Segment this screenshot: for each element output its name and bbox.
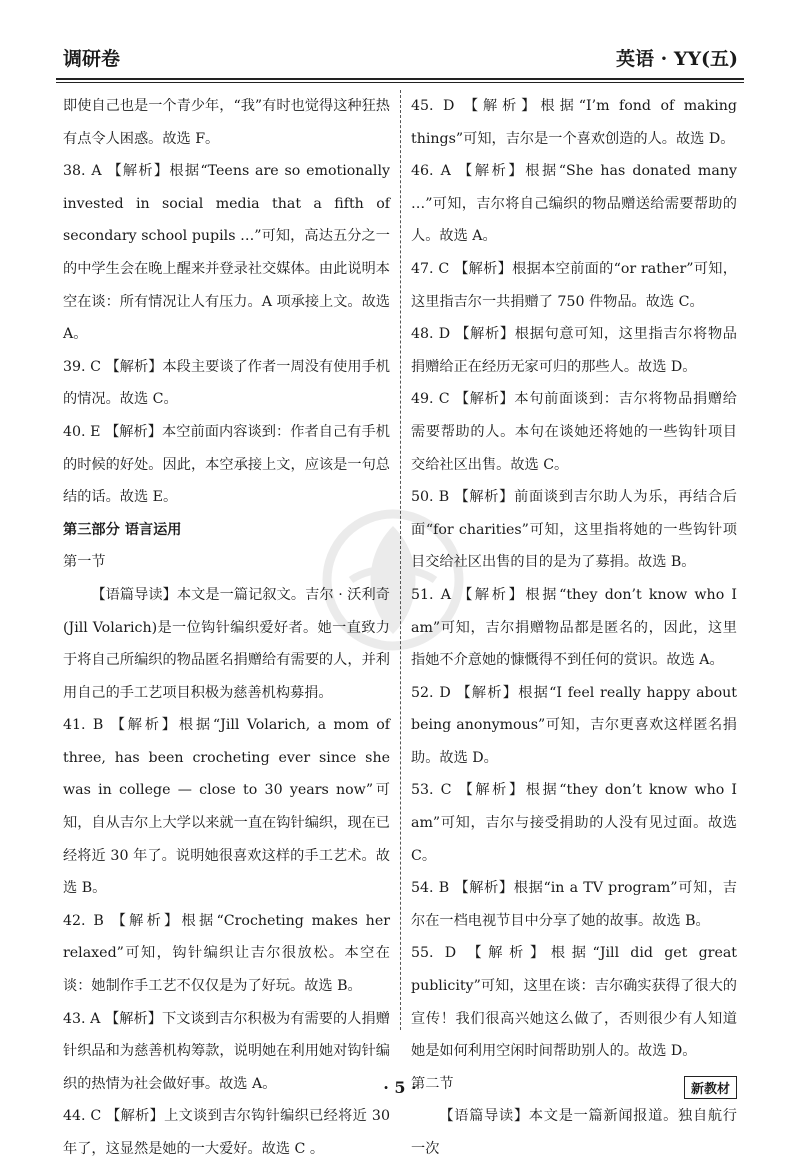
- answer-paragraph: 49. C 【解析】本句前面谈到：吉尔将物品捐赠给需要帮助的人。本句在谈她还将她的一些钩针项目交给社区出售。故选 C。: [411, 391, 737, 473]
- answer-paragraph: 40. E 【解析】本空前面内容谈到：作者自己有手机的时候的好处。因此，本空承接上文，应该是一句总结的话。故选 E。: [63, 423, 390, 506]
- answer-paragraph: 39. C 【解析】本段主要谈了作者一周没有使用手机的情况。故选 C。: [63, 358, 390, 408]
- answer-paragraph: 【语篇导读】本文是一篇记叙文。吉尔 · 沃利奇(Jill Volarich)是一位钩针编织爱好者。她一直致力于将自己所编织的物品匿名捐赠给有需要的人，并利用自己的手工艺项目积极为慈善机构募捐。: [63, 586, 390, 701]
- answer-paragraph: 53. C 【解析】根据“they don’t know who I am”可知，吉尔与接受捐助的人没有见过面。故选 C。: [411, 782, 737, 864]
- answer-paragraph: 即使自己也是一个青少年，“我”有时也觉得这种狂热有点令人困惑。故选 F。: [63, 98, 390, 147]
- header-left-label: 调研卷: [63, 48, 121, 70]
- answer-paragraph: 42. B 【解析】根据“Crocheting makes her relaxed”可知，钩针编织让吉尔很放松。本空在谈：她制作手工艺不仅仅是为了好玩。故选 B。: [63, 912, 390, 995]
- page-number: · 5 ·: [383, 1078, 417, 1097]
- subsection-label: 第二节: [411, 1075, 454, 1092]
- header-rule-thin: [56, 82, 744, 83]
- answer-paragraph: 55. D 【解析】根据“Jill did get great publicity”可知，这里在谈：吉尔确实获得了很大的宣传！我们很高兴她这么做了，否则很少有人知道她是如何利用空闲时间帮助别人的。故选 D。: [411, 945, 737, 1060]
- section-heading: 第三部分 语言运用: [63, 521, 182, 538]
- answer-paragraph: 47. C 【解析】根据本空前面的“or rather”可知，这里指吉尔一共捐赠了 750 件物品。故选 C。: [411, 260, 737, 310]
- answer-paragraph: 38. A 【解析】根据“Teens are so emotionally invested in social media that a fifth of secondary school pupils …”可知，高达五分之一的中学生会在晚上醒来并登录社交媒体。由此说明本空在谈：所有情况让人有压力。A 项承接上文。故选 A。: [63, 163, 390, 343]
- answer-paragraph: 46. A 【解析】根据“She has donated many …”可知，吉尔将自己编织的物品赠送给需要帮助的人。故选 A。: [411, 163, 737, 245]
- header-right-label: 英语 · YY(五): [616, 48, 738, 70]
- header-rule: [56, 78, 744, 80]
- subsection-label: 第一节: [63, 554, 106, 571]
- watermark-logo-icon: [318, 505, 468, 655]
- answer-paragraph: 41. B 【解析】根据“Jill Volarich, a mom of three, has been crocheting ever since she was in college — close to 30 years now”可知，自从吉尔上大学以来就一直在钩针编织，现在已经将近 30 年了。说明她很喜欢这样的手工艺术。故选 B。: [63, 717, 390, 897]
- answer-paragraph: 50. B 【解析】前面谈到吉尔助人为乐，再结合后面“for charities”可知，这里指将她的一些钩针项目交给社区出售的目的是为了募捐。故选 B。: [411, 489, 737, 571]
- answer-paragraph: 【语篇导读】本文是一篇新闻报道。独自航行一次: [411, 1108, 737, 1157]
- answer-paragraph: 48. D 【解析】根据句意可知，这里指吉尔将物品捐赠给正在经历无家可归的那些人。故选 D。: [411, 326, 737, 375]
- answer-paragraph: 44. C 【解析】上文谈到吉尔钩针编织已经将近 30 年了，这显然是她的一大爱好。故选 C 。: [63, 1108, 390, 1157]
- answer-paragraph: 45. D 【解析】根据“I’m fond of making things”可知，吉尔是一个喜欢创造的人。故选 D。: [411, 98, 737, 147]
- answer-paragraph: 52. D 【解析】根据“I feel really happy about being anonymous”可知，吉尔更喜欢这样匿名捐助。故选 D。: [411, 684, 737, 766]
- answer-paragraph: 51. A 【解析】根据“they don’t know who I am”可知，吉尔捐赠物品都是匿名的，因此，这里指她不介意她的慷慨得不到任何的赏识。故选 A。: [411, 586, 737, 669]
- edition-badge: 新教材: [684, 1076, 737, 1099]
- answer-paragraph: 43. A 【解析】下文谈到吉尔积极为有需要的人捐赠针织品和为慈善机构筹款，说明她在利用她对钩针编织的热情为社会做好事。故选 A。: [63, 1010, 390, 1092]
- answer-paragraph: 54. B 【解析】根据“in a TV program”可知，吉尔在一档电视节目中分享了她的故事。故选 B。: [411, 880, 737, 929]
